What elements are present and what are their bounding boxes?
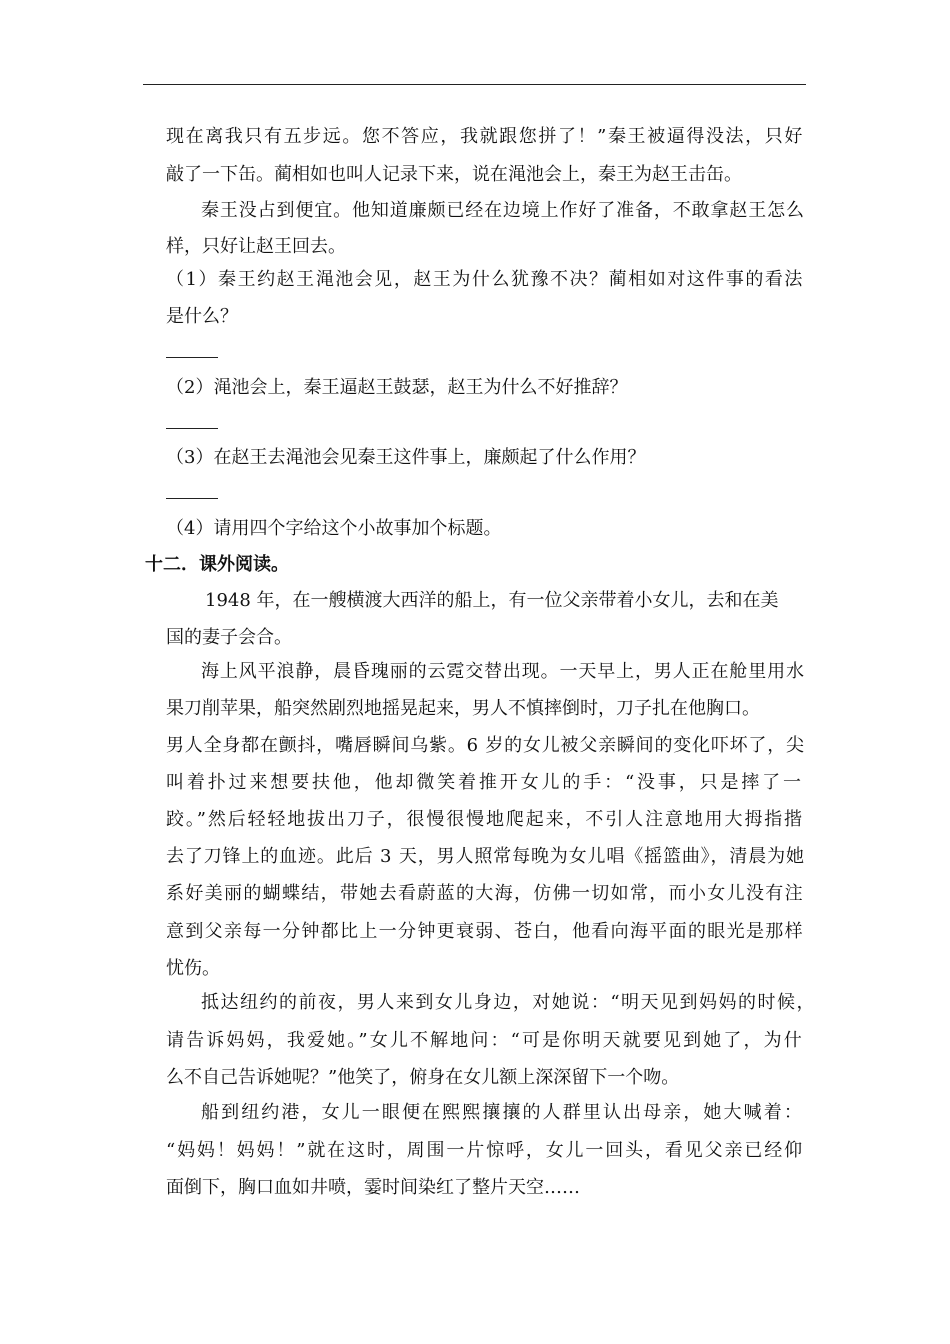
answer-blank-3[interactable] bbox=[166, 498, 218, 499]
passage-line: 国的妻子会合。 bbox=[166, 627, 292, 648]
passage-line: 样，只好让赵王回去。 bbox=[166, 236, 346, 257]
passage-line: 抵达纽约的前夜，男人来到女儿身边，对她说：“明天见到妈妈的时候， bbox=[201, 992, 816, 1013]
passage-line: 果刀削苹果，船突然剧烈地摇晃起来，男人不慎摔倒时，刀子扎在他胸口。 bbox=[166, 698, 760, 719]
passage-line: 1948 年，在一艘横渡大西洋的船上，有一位父亲带着小女儿，去和在美 bbox=[205, 590, 779, 611]
passage-line: 叫着扑过来想要扶他，他却微笑着推开女儿的手：“没事，只是摔了一 bbox=[166, 772, 804, 793]
passage-line: 敲了一下缶。蔺相如也叫人记录下来，说在渑池会上，秦王为赵王击缶。 bbox=[166, 164, 742, 185]
question-1: （1）秦王约赵王渑池会见，赵王为什么犹豫不决？蔺相如对这件事的看法 bbox=[166, 269, 804, 290]
passage-line: 跤。”然后轻轻地拔出刀子，很慢很慢地爬起来，不引人注意地用大拇指揩 bbox=[166, 809, 804, 830]
passage-line: 请告诉妈妈，我爱她。”女儿不解地问：“可是你明天就要见到她了，为什 bbox=[166, 1030, 804, 1051]
answer-blank-1[interactable] bbox=[166, 357, 218, 358]
passage-line: “妈妈！妈妈！”就在这时，周围一片惊呼，女儿一回头，看见父亲已经仰 bbox=[166, 1140, 804, 1161]
passage-line: 意到父亲每一分钟都比上一分钟更衰弱、苍白，他看向海平面的眼光是那样 bbox=[166, 921, 804, 942]
section-heading: 十二．课外阅读。 bbox=[145, 554, 289, 575]
passage-line: 现在离我只有五步远。您不答应，我就跟您拼了！”秦王被逼得没法，只好 bbox=[166, 126, 804, 147]
passage-line: 秦王没占到便宜。他知道廉颇已经在边境上作好了准备，不敢拿赵王怎么 bbox=[201, 200, 805, 221]
question-3: （3）在赵王去渑池会见秦王这件事上，廉颇起了什么作用？ bbox=[166, 447, 646, 468]
header-rule bbox=[143, 84, 806, 85]
passage-line: 忧伤。 bbox=[166, 958, 220, 979]
question-1-continued: 是什么？ bbox=[166, 306, 238, 327]
passage-line: 海上风平浪静，晨昏瑰丽的云霓交替出现。一天早上，男人正在舱里用水 bbox=[201, 661, 805, 682]
question-4: （4）请用四个字给这个小故事加个标题。 bbox=[166, 518, 502, 539]
passage-line: 船到纽约港，女儿一眼便在熙熙攘攘的人群里认出母亲，她大喊着： bbox=[201, 1102, 804, 1123]
answer-blank-2[interactable] bbox=[166, 428, 218, 429]
question-2: （2）渑池会上，秦王逼赵王鼓瑟，赵王为什么不好推辞？ bbox=[166, 377, 628, 398]
passage-line: 男人全身都在颤抖，嘴唇瞬间乌紫。6 岁的女儿被父亲瞬间的变化吓坏了，尖 bbox=[166, 735, 805, 756]
passage-line: 面倒下，胸口血如井喷，霎时间染红了整片天空…… bbox=[166, 1177, 580, 1198]
passage-line: 么不自己告诉她呢？”他笑了，俯身在女儿额上深深留下一个吻。 bbox=[166, 1067, 680, 1088]
passage-line: 系好美丽的蝴蝶结，带她去看蔚蓝的大海，仿佛一切如常，而小女儿没有注 bbox=[166, 883, 804, 904]
passage-line: 去了刀锋上的血迹。此后 3 天，男人照常每晚为女儿唱《摇篮曲》，清晨为她 bbox=[166, 846, 805, 867]
